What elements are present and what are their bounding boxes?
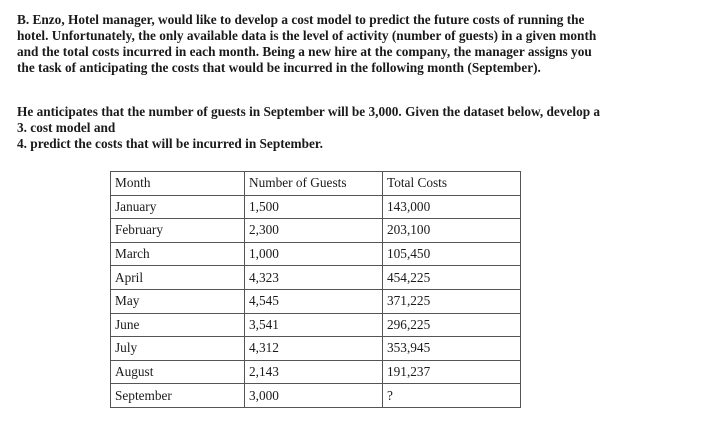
cell-costs: 191,237	[383, 360, 521, 384]
header-month: Month	[111, 172, 245, 196]
cell-month: September	[111, 384, 245, 408]
header-guests: Number of Guests	[245, 172, 383, 196]
task-line: 3. cost model and	[17, 120, 116, 135]
cell-month: January	[111, 195, 245, 219]
cell-month: May	[111, 289, 245, 313]
table-row	[111, 384, 521, 408]
cell-month: August	[111, 360, 245, 384]
table-row	[111, 219, 521, 243]
cell-guests: 4,545	[245, 289, 383, 313]
cell-costs: 353,945	[383, 337, 521, 361]
table-row	[111, 313, 521, 337]
task-line: 4. predict the costs that will be incurred in September.	[17, 136, 323, 151]
cell-costs: 371,225	[383, 289, 521, 313]
cell-guests: 1,000	[245, 242, 383, 266]
task-line: He anticipates that the number of guests in September will be 3,000. Given the dataset below, develop a	[17, 104, 601, 119]
table-row	[111, 266, 521, 290]
table-row	[111, 195, 521, 219]
cell-month: March	[111, 242, 245, 266]
cell-month: February	[111, 219, 245, 243]
table-row	[111, 289, 521, 313]
cell-guests: 2,143	[245, 360, 383, 384]
table-row	[111, 360, 521, 384]
intro-line: hotel. Unfortunately, the only available data is the level of activity (number of guests) in a given month	[17, 28, 597, 43]
intro-line: the task of anticipating the costs that would be incurred in the following month (September).	[17, 60, 541, 75]
cost-data-table	[110, 171, 521, 408]
cell-costs: ?	[383, 384, 521, 408]
cell-costs: 203,100	[383, 219, 521, 243]
cell-costs: 296,225	[383, 313, 521, 337]
cell-guests: 4,323	[245, 266, 383, 290]
table-row	[111, 337, 521, 361]
cell-month: July	[111, 337, 245, 361]
problem-task	[17, 104, 600, 152]
table-header-row	[111, 172, 521, 196]
cell-guests: 3,541	[245, 313, 383, 337]
cell-costs: 105,450	[383, 242, 521, 266]
cell-costs: 454,225	[383, 266, 521, 290]
cell-guests: 2,300	[245, 219, 383, 243]
intro-line: B. Enzo, Hotel manager, would like to develop a cost model to predict the future costs of running the	[17, 12, 585, 27]
table-row	[111, 242, 521, 266]
cell-guests: 4,312	[245, 337, 383, 361]
cell-guests: 3,000	[245, 384, 383, 408]
intro-line: and the total costs incurred in each month. Being a new hire at the company, the manager assigns you	[17, 44, 592, 59]
header-costs: Total Costs	[383, 172, 521, 196]
cell-costs: 143,000	[383, 195, 521, 219]
cell-month: June	[111, 313, 245, 337]
problem-intro	[17, 12, 596, 76]
cell-month: April	[111, 266, 245, 290]
cell-guests: 1,500	[245, 195, 383, 219]
